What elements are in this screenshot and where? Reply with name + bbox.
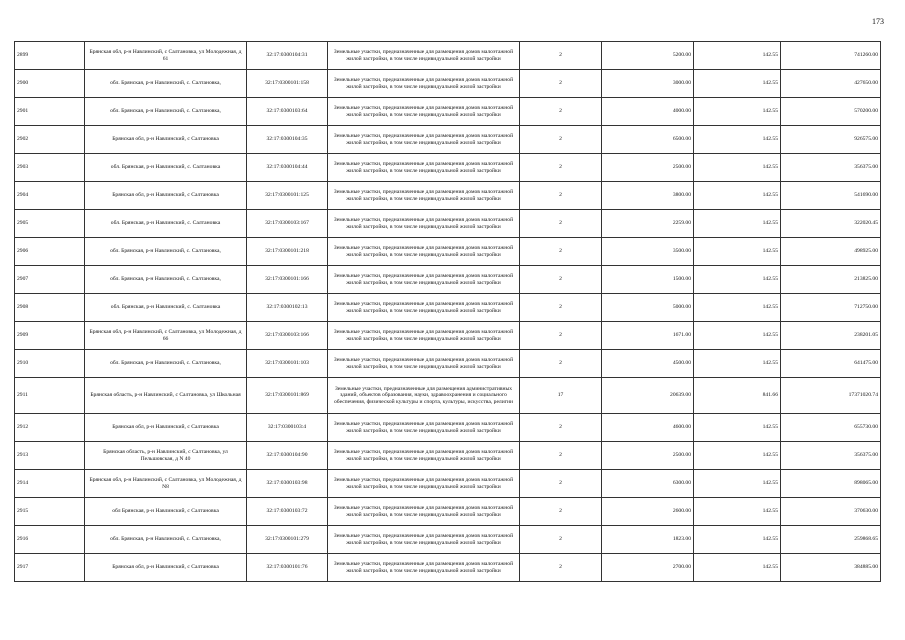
row-number-cell: 2911	[15, 378, 85, 414]
group-code-cell: 2	[520, 70, 602, 98]
row-number-cell: 2913	[15, 442, 85, 470]
row-number-cell: 2905	[15, 210, 85, 238]
group-code-cell: 2	[520, 182, 602, 210]
permitted-use-cell: Земельные участки, предназначенные для размещения домов малоэтажной жилой застройки, в том числе индивидуальной жилой застройки	[328, 126, 520, 154]
cadastral-number-cell: 32:17:0300101:103	[247, 350, 328, 378]
cadastral-number-cell: 32:17:0300101:166	[247, 266, 328, 294]
row-number-cell: 2910	[15, 350, 85, 378]
cadastral-value-cell: 213825.00	[781, 266, 881, 294]
permitted-use-cell: Земельные участки, предназначенные для размещения домов малоэтажной жилой застройки, в том числе индивидуальной жилой застройки	[328, 70, 520, 98]
page-number: 173	[872, 17, 884, 26]
cadastral-number-cell: 32:17:0300101:279	[247, 526, 328, 554]
group-code-cell: 2	[520, 154, 602, 182]
row-number-cell: 2907	[15, 266, 85, 294]
row-number-cell: 2917	[15, 554, 85, 582]
group-code-cell: 2	[520, 238, 602, 266]
table-row	[15, 266, 881, 294]
area-cell: 20639.00	[602, 378, 694, 414]
cadastral-number-cell: 32:17:0300101:158	[247, 70, 328, 98]
cadastral-value-cell: 541690.00	[781, 182, 881, 210]
row-number-cell: 2915	[15, 498, 85, 526]
address-cell: обл. Брянская, р-н Навлинский, с. Салтановка	[85, 154, 247, 182]
permitted-use-cell: Земельные участки, предназначенные для размещения домов малоэтажной жилой застройки, в том числе индивидуальной жилой застройки	[328, 442, 520, 470]
cadastral-value-cell: 17371020.74	[781, 378, 881, 414]
permitted-use-cell: Земельные участки, предназначенные для размещения домов малоэтажной жилой застройки, в том числе индивидуальной жилой застройки	[328, 470, 520, 498]
permitted-use-cell: Земельные участки, предназначенные для размещения домов малоэтажной жилой застройки, в том числе индивидуальной жилой застройки	[328, 42, 520, 70]
cadastral-value-cell: 641475.00	[781, 350, 881, 378]
specific-value-cell: 142.55	[694, 126, 781, 154]
cadastral-number-cell: 32:17:0300104:35	[247, 126, 328, 154]
group-code-cell: 2	[520, 98, 602, 126]
address-cell: обл. Брянская, р-н Навлинский, с. Салтановка,	[85, 238, 247, 266]
table-row	[15, 98, 881, 126]
cadastral-value-cell: 741260.00	[781, 42, 881, 70]
group-code-cell: 2	[520, 414, 602, 442]
cadastral-number-cell: 32:17:0300101:869	[247, 378, 328, 414]
permitted-use-cell: Земельные участки, предназначенные для размещения домов малоэтажной жилой застройки, в том числе индивидуальной жилой застройки	[328, 498, 520, 526]
cadastral-number-cell: 32:17:0300104:90	[247, 442, 328, 470]
specific-value-cell: 142.55	[694, 42, 781, 70]
specific-value-cell: 142.55	[694, 414, 781, 442]
area-cell: 1671.00	[602, 322, 694, 350]
address-cell: Брянская обл, р-н Навлинский, с Салтановка	[85, 126, 247, 154]
area-cell: 3000.00	[602, 70, 694, 98]
specific-value-cell: 142.55	[694, 470, 781, 498]
cadastral-number-cell: 32:17:0300103:167	[247, 210, 328, 238]
table-row	[15, 414, 881, 442]
cadastral-number-cell: 32:17:0300103:64	[247, 98, 328, 126]
table-row	[15, 350, 881, 378]
cadastral-value-cell: 655730.00	[781, 414, 881, 442]
table-row	[15, 322, 881, 350]
address-cell: Брянская обл, р-н Навлинский, с Салтановка	[85, 182, 247, 210]
specific-value-cell: 142.55	[694, 442, 781, 470]
address-cell: обл. Брянская, р-н Навлинский, с. Салтановка,	[85, 70, 247, 98]
area-cell: 4600.00	[602, 414, 694, 442]
cadastral-number-cell: 32:17:0300101:76	[247, 554, 328, 582]
table-row	[15, 470, 881, 498]
address-cell: Брянская обл, р-н Навлинский, с Салтановка, ул Молодежная, д 61	[85, 42, 247, 70]
table-row	[15, 238, 881, 266]
table-body	[15, 42, 881, 582]
permitted-use-cell: Земельные участки, предназначенные для размещения домов малоэтажной жилой застройки, в том числе индивидуальной жилой застройки	[328, 554, 520, 582]
specific-value-cell: 142.55	[694, 238, 781, 266]
specific-value-cell: 142.55	[694, 182, 781, 210]
address-cell: Брянская обл, р-н Навлинский, с Салтановка	[85, 414, 247, 442]
group-code-cell: 17	[520, 378, 602, 414]
permitted-use-cell: Земельные участки, предназначенные для размещения административных зданий, объектов образования, науки, здравоохранения и социального обеспечения, физической культуры и спорта, культуры, искусства, религии	[328, 378, 520, 414]
table-row	[15, 554, 881, 582]
table-row	[15, 378, 881, 414]
row-number-cell: 2914	[15, 470, 85, 498]
address-cell: Брянская обл, р-н Навлинский, с Салтановка	[85, 554, 247, 582]
area-cell: 2259.00	[602, 210, 694, 238]
address-cell: обл. Брянская, р-н Навлинский, с. Салтановка,	[85, 350, 247, 378]
row-number-cell: 2903	[15, 154, 85, 182]
cadastral-number-cell: 32:17:0300103:166	[247, 322, 328, 350]
area-cell: 2500.00	[602, 442, 694, 470]
address-cell: обл. Брянская, р-н Навлинский, с. Салтановка	[85, 294, 247, 322]
cadastral-number-cell: 32:17:0300104:44	[247, 154, 328, 182]
specific-value-cell: 142.55	[694, 266, 781, 294]
cadastral-number-cell: 32:17:0300102:13	[247, 294, 328, 322]
row-number-cell: 2909	[15, 322, 85, 350]
group-code-cell: 2	[520, 266, 602, 294]
cadastral-value-cell: 322020.45	[781, 210, 881, 238]
cadastral-number-cell: 32:17:0300103:98	[247, 470, 328, 498]
cadastral-value-cell: 570200.00	[781, 98, 881, 126]
area-cell: 4000.00	[602, 98, 694, 126]
specific-value-cell: 142.55	[694, 294, 781, 322]
group-code-cell: 2	[520, 526, 602, 554]
address-cell: обл. Брянская, р-н Навлинский, с. Салтановка,	[85, 266, 247, 294]
specific-value-cell: 142.55	[694, 526, 781, 554]
cadastral-value-cell: 498925.00	[781, 238, 881, 266]
cadastral-value-cell: 238201.05	[781, 322, 881, 350]
cadastral-number-cell: 32:17:0300103:72	[247, 498, 328, 526]
group-code-cell: 2	[520, 442, 602, 470]
permitted-use-cell: Земельные участки, предназначенные для размещения домов малоэтажной жилой застройки, в том числе индивидуальной жилой застройки	[328, 414, 520, 442]
cadastral-value-cell: 926575.00	[781, 126, 881, 154]
table-row	[15, 442, 881, 470]
table-row	[15, 70, 881, 98]
area-cell: 2600.00	[602, 498, 694, 526]
area-cell: 2500.00	[602, 154, 694, 182]
area-cell: 1823.00	[602, 526, 694, 554]
specific-value-cell: 142.55	[694, 554, 781, 582]
cadastral-number-cell: 32:17:0300101:125	[247, 182, 328, 210]
row-number-cell: 2899	[15, 42, 85, 70]
specific-value-cell: 142.55	[694, 210, 781, 238]
cadastral-value-cell: 427650.00	[781, 70, 881, 98]
specific-value-cell: 841.66	[694, 378, 781, 414]
table-row	[15, 42, 881, 70]
cadastral-value-cell: 370630.00	[781, 498, 881, 526]
cadastral-value-cell: 356375.00	[781, 442, 881, 470]
table-row	[15, 126, 881, 154]
area-cell: 5200.00	[602, 42, 694, 70]
address-cell: обл. Брянская, р-н Навлинский, с. Салтановка,	[85, 98, 247, 126]
area-cell: 1500.00	[602, 266, 694, 294]
address-cell: обл. Брянская, р-н Навлинский, с. Салтановка	[85, 210, 247, 238]
specific-value-cell: 142.55	[694, 70, 781, 98]
cadastral-number-cell: 32:17:0300103:4	[247, 414, 328, 442]
address-cell: обл. Брянская, р-н Навлинский, с. Салтановка,	[85, 526, 247, 554]
row-number-cell: 2908	[15, 294, 85, 322]
cadastral-value-cell: 356375.00	[781, 154, 881, 182]
group-code-cell: 2	[520, 498, 602, 526]
permitted-use-cell: Земельные участки, предназначенные для размещения домов малоэтажной жилой застройки, в том числе индивидуальной жилой застройки	[328, 350, 520, 378]
area-cell: 6500.00	[602, 126, 694, 154]
address-cell: Брянская обл, р-н Навлинский, с Салтановка, ул Молодежная, д 66	[85, 322, 247, 350]
permitted-use-cell: Земельные участки, предназначенные для размещения домов малоэтажной жилой застройки, в том числе индивидуальной жилой застройки	[328, 266, 520, 294]
permitted-use-cell: Земельные участки, предназначенные для размещения домов малоэтажной жилой застройки, в том числе индивидуальной жилой застройки	[328, 294, 520, 322]
permitted-use-cell: Земельные участки, предназначенные для размещения домов малоэтажной жилой застройки, в том числе индивидуальной жилой застройки	[328, 98, 520, 126]
specific-value-cell: 142.55	[694, 154, 781, 182]
group-code-cell: 2	[520, 350, 602, 378]
group-code-cell: 2	[520, 470, 602, 498]
row-number-cell: 2902	[15, 126, 85, 154]
row-number-cell: 2912	[15, 414, 85, 442]
permitted-use-cell: Земельные участки, предназначенные для размещения домов малоэтажной жилой застройки, в том числе индивидуальной жилой застройки	[328, 182, 520, 210]
area-cell: 4500.00	[602, 350, 694, 378]
permitted-use-cell: Земельные участки, предназначенные для размещения домов малоэтажной жилой застройки, в том числе индивидуальной жилой застройки	[328, 238, 520, 266]
permitted-use-cell: Земельные участки, предназначенные для размещения домов малоэтажной жилой застройки, в том числе индивидуальной жилой застройки	[328, 210, 520, 238]
row-number-cell: 2916	[15, 526, 85, 554]
row-number-cell: 2906	[15, 238, 85, 266]
table-row	[15, 526, 881, 554]
specific-value-cell: 142.55	[694, 322, 781, 350]
cadastral-number-cell: 32:17:0300101:218	[247, 238, 328, 266]
table-row	[15, 182, 881, 210]
cadastral-number-cell: 32:17:0300104:31	[247, 42, 328, 70]
area-cell: 3800.00	[602, 182, 694, 210]
row-number-cell: 2904	[15, 182, 85, 210]
specific-value-cell: 142.55	[694, 350, 781, 378]
group-code-cell: 2	[520, 210, 602, 238]
permitted-use-cell: Земельные участки, предназначенные для размещения домов малоэтажной жилой застройки, в том числе индивидуальной жилой застройки	[328, 526, 520, 554]
group-code-cell: 2	[520, 126, 602, 154]
permitted-use-cell: Земельные участки, предназначенные для размещения домов малоэтажной жилой застройки, в том числе индивидуальной жилой застройки	[328, 322, 520, 350]
group-code-cell: 2	[520, 322, 602, 350]
specific-value-cell: 142.55	[694, 498, 781, 526]
row-number-cell: 2901	[15, 98, 85, 126]
cadastral-value-cell: 384885.00	[781, 554, 881, 582]
area-cell: 6300.00	[602, 470, 694, 498]
address-cell: Брянская область, р-н Навлинский, с Салтановка, ул Пельшовская, д N 40	[85, 442, 247, 470]
address-cell: Брянская область, р-н Навлинский, с Салтановка, ул Школьная	[85, 378, 247, 414]
table-row	[15, 294, 881, 322]
group-code-cell: 2	[520, 294, 602, 322]
specific-value-cell: 142.55	[694, 98, 781, 126]
permitted-use-cell: Земельные участки, предназначенные для размещения домов малоэтажной жилой застройки, в том числе индивидуальной жилой застройки	[328, 154, 520, 182]
table-row	[15, 210, 881, 238]
row-number-cell: 2900	[15, 70, 85, 98]
area-cell: 3500.00	[602, 238, 694, 266]
group-code-cell: 2	[520, 554, 602, 582]
land-plots-table	[14, 41, 881, 582]
table-row	[15, 154, 881, 182]
address-cell: обл Брянская, р-н Навлинский, с Салтановка	[85, 498, 247, 526]
cadastral-value-cell: 259868.65	[781, 526, 881, 554]
group-code-cell: 2	[520, 42, 602, 70]
address-cell: Брянская обл, р-н Навлинский, с Салтановка, ул Молодежная, д N8	[85, 470, 247, 498]
cadastral-value-cell: 898065.00	[781, 470, 881, 498]
area-cell: 2700.00	[602, 554, 694, 582]
area-cell: 5000.00	[602, 294, 694, 322]
table-row	[15, 498, 881, 526]
cadastral-value-cell: 712750.00	[781, 294, 881, 322]
